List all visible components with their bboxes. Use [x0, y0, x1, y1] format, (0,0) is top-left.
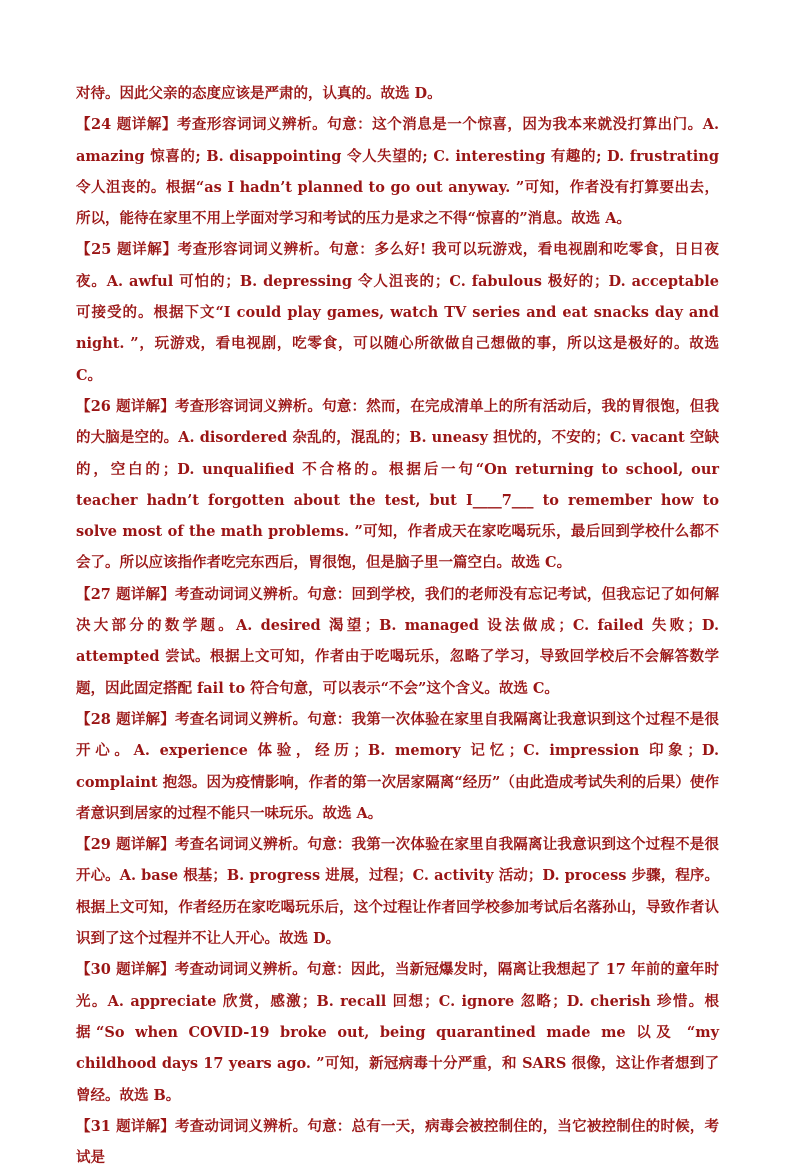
paragraph-heading: 【29 题详解】 [76, 836, 175, 854]
paragraph-heading: 【27 题详解】 [76, 585, 175, 603]
paragraph-heading: 【31 题详解】 [76, 1117, 175, 1135]
paragraph-heading: 【26 题详解】 [76, 397, 175, 415]
paragraph-heading: 【28 题详解】 [76, 710, 175, 728]
paragraph-text: 考查动词词义辨析。句意：总有一天，病毒会被控制住的，当它被控制住的时候，考试是 [76, 1117, 719, 1167]
explanation-27 [76, 579, 719, 704]
answer-explanations [76, 78, 719, 1173]
paragraph-text: 考查名词词义辨析。句意：我第一次体验在家里自我隔离让我意识到这个过程不是很开心。A. base 根基；B. progress 进展，过程；C. activity 活动；D. process 步骤，程序。根据上文可知，作者经历在家吃喝玩乐后，这个过程让作者回学校参加考试后名落孙山，导致作者认识到了这个过程并不让人开心。故选 D。 [76, 836, 719, 948]
explanation-24 [76, 109, 719, 234]
explanation-28 [76, 704, 719, 829]
explanation-26 [76, 391, 719, 579]
paragraph-heading: 【25 题详解】 [76, 241, 178, 259]
paragraph-text: 考查动词词义辨析。句意：回到学校，我们的老师没有忘记考试，但我忘记了如何解决大部分的数学题。A. desired 渴望；B. managed 设法做成；C. failed 失败；D. attempted 尝试。根据上文可知，作者由于吃喝玩乐，忽略了学习，导致回学校后不会解答数学题，因此固定搭配 fail to 符合句意，可以表示“不会”这个含义。故选 C。 [76, 585, 719, 697]
paragraph-text: 考查动词词义辨析。句意：因此，当新冠爆发时，隔离让我想起了 17 年前的童年时光。A. appreciate 欣赏，感激；B. recall 回想；C. ignore 忽略；D. cherish 珍惜。根据“So when COVID-19 broke out, being quarantined made me 以及 “my childhood days 17 years ago. ”可知，新冠病毒十分严重，和 SARS 很像，这让作者想到了曾经。故选 B。 [76, 961, 719, 1104]
explanation-30 [76, 954, 719, 1110]
paragraph-text: 考查形容词词义辨析。句意：多么好! 我可以玩游戏，看电视剧和吃零食，日日夜夜。A. awful 可怕的；B. depressing 令人沮丧的；C. fabulous 极好的；D. acceptable 可接受的。根据下文“I could play games, watch TV series and eat snacks day and night. ”，玩游戏，看电视剧，吃零食，可以随心所欲做自己想做的事，所以这是极好的。故选 C。 [76, 241, 719, 384]
paragraph-text: 考查形容词词义辨析。句意：这个消息是一个惊喜，因为我本来就没打算出门。A. amazing 惊喜的; B. disappointing 令人失望的; C. interesting 有趣的; D. frustrating 令人沮丧的。根据“as I hadn’t planned to go out anyway. ”可知，作者没有打算要出去，所以，能待在家里不用上学面对学习和考试的压力是求之不得“惊喜的”消息。故选 A。 [76, 116, 719, 228]
paragraph-heading: 【24 题详解】 [76, 116, 177, 134]
paragraph-text: 考查形容词词义辨析。句意：然而，在完成清单上的所有活动后，我的胃很饱，但我的大脑是空的。A. disordered 杂乱的，混乱的；B. uneasy 担忧的，不安的；C. vacant 空缺的，空白的；D. unqualified 不合格的。根据后一句“On returning to school, our teacher hadn’t forgotten about the test, but I____7___ to remember how to solve most of the math problems. ”可知，作者成天在家吃喝玩乐，最后回到学校什么都不会了。所以应该指作者吃完东西后，胃很饱，但是脑子里一篇空白。故选 C。 [76, 397, 719, 572]
paragraph-text: 对待。因此父亲的态度应该是严肃的，认真的。故选 D。 [76, 85, 442, 102]
explanation-29 [76, 829, 719, 954]
paragraph-continuation [76, 78, 719, 109]
paragraph-heading: 【30 题详解】 [76, 961, 175, 979]
explanation-25 [76, 234, 719, 390]
paragraph-text: 考查名词词义辨析。句意：我第一次体验在家里自我隔离让我意识到这个过程不是很开心。A. experience 体验，经历；B. memory 记忆；C. impression 印象；D. complaint 抱怨。因为疫情影响，作者的第一次居家隔离“经历”（由此造成考试失利的后果）使作者意识到居家的过程不能只一味玩乐。故选 A。 [76, 710, 719, 822]
explanation-31 [76, 1111, 719, 1173]
